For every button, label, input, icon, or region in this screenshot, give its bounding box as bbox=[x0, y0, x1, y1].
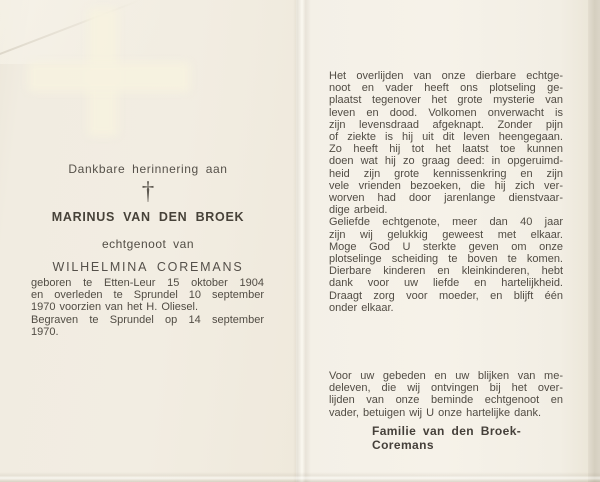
burial-text bbox=[31, 314, 264, 338]
dedication-text: Dankbare herinnering aan bbox=[68, 162, 228, 176]
text-line: of ziekte is hij uit dit leven heengegaan. bbox=[329, 131, 563, 144]
text-line: zijn wij gelukkig geweest met elkaar. bbox=[329, 228, 563, 241]
text-line: 1970 voorzien van het H. Oliesel. bbox=[31, 301, 199, 314]
text-line: Het overlijden van onze dierbare echtge- bbox=[329, 70, 563, 82]
eulogy-paragraph-1 bbox=[329, 70, 563, 216]
deceased-name: MARINUS VAN DEN BROEK bbox=[51, 210, 245, 224]
watermark-cross bbox=[0, 0, 296, 160]
left-page bbox=[0, 0, 296, 482]
spouse-name: WILHELMINA COREMANS bbox=[52, 260, 244, 274]
text-line: zijn levensdraad afgeknapt. Zonder pijn bbox=[329, 118, 563, 131]
text-line: vele vrienden bezoeken, die hij zich ver- bbox=[329, 179, 563, 192]
text-line: onder elkaar. bbox=[329, 301, 394, 314]
text-line: geboren te Etten-Leur 15 oktober 1904 bbox=[31, 277, 264, 289]
dates-block bbox=[31, 277, 264, 338]
text-line: lijden van onze beminde echtgenoot en bbox=[329, 394, 563, 407]
text-line: Dierbare kinderen en kleinkinderen, hebt bbox=[329, 265, 563, 278]
birth-death-text bbox=[31, 277, 264, 314]
text-line: Begraven te Sprundel op 14 september bbox=[31, 313, 264, 326]
text-line: Moge God U sterkte geven om onze bbox=[329, 240, 563, 253]
text-line: vader, betuigen wij U onze hartelijke dank. bbox=[329, 406, 542, 419]
eulogy-paragraph-2 bbox=[329, 216, 563, 314]
text-line: plaatst tegenover het grote mysterie van bbox=[329, 94, 563, 107]
text-line: dank voor uw liefde en hartelijkheid. bbox=[329, 277, 563, 290]
cross-icon: † bbox=[141, 178, 155, 205]
text-line: en overleden te Sprundel 10 september bbox=[31, 289, 264, 302]
text-line: Voor uw gebeden en uw blijken van me- bbox=[329, 370, 563, 383]
watermark-cross-horizontal-bar bbox=[28, 62, 190, 92]
right-page bbox=[296, 0, 588, 482]
center-fold bbox=[293, 0, 311, 482]
text-line: Geliefde echtgenote, meer dan 40 jaar bbox=[329, 216, 563, 229]
text-line: noot en vader heeft ons plotseling ge- bbox=[329, 82, 563, 95]
text-line: plotselinge scheiding te boven te komen. bbox=[329, 253, 563, 266]
text-line: Zo heeft hij tot het laatst toe kunnen bbox=[329, 143, 563, 156]
family-signature: Familie van den Broek-Coremans bbox=[372, 423, 522, 452]
text-line: Draagt zorg voor moeder, en blijft één bbox=[329, 289, 563, 302]
text-line: leven en dood. Volkomen onverwacht is bbox=[329, 106, 563, 119]
text-line: worven had door jarenlange dienstvaar- bbox=[329, 192, 563, 205]
acknowledgement-paragraph bbox=[329, 370, 563, 419]
text-line: deleven, die wij ontvingen bij het over- bbox=[329, 382, 563, 395]
text-line: 1970. bbox=[31, 325, 59, 338]
text-line: doen wat hij zo graag deed: in opgeruimd- bbox=[329, 155, 563, 168]
card-right-edge bbox=[588, 0, 600, 482]
text-line: dige arbeid. bbox=[329, 204, 388, 217]
text-line: heid zijn grote kennissenkring en zijn bbox=[329, 167, 563, 180]
card-bottom-edge bbox=[0, 472, 600, 482]
relation-text: echtgenoot van bbox=[101, 237, 195, 251]
right-page-text-block bbox=[329, 70, 563, 452]
